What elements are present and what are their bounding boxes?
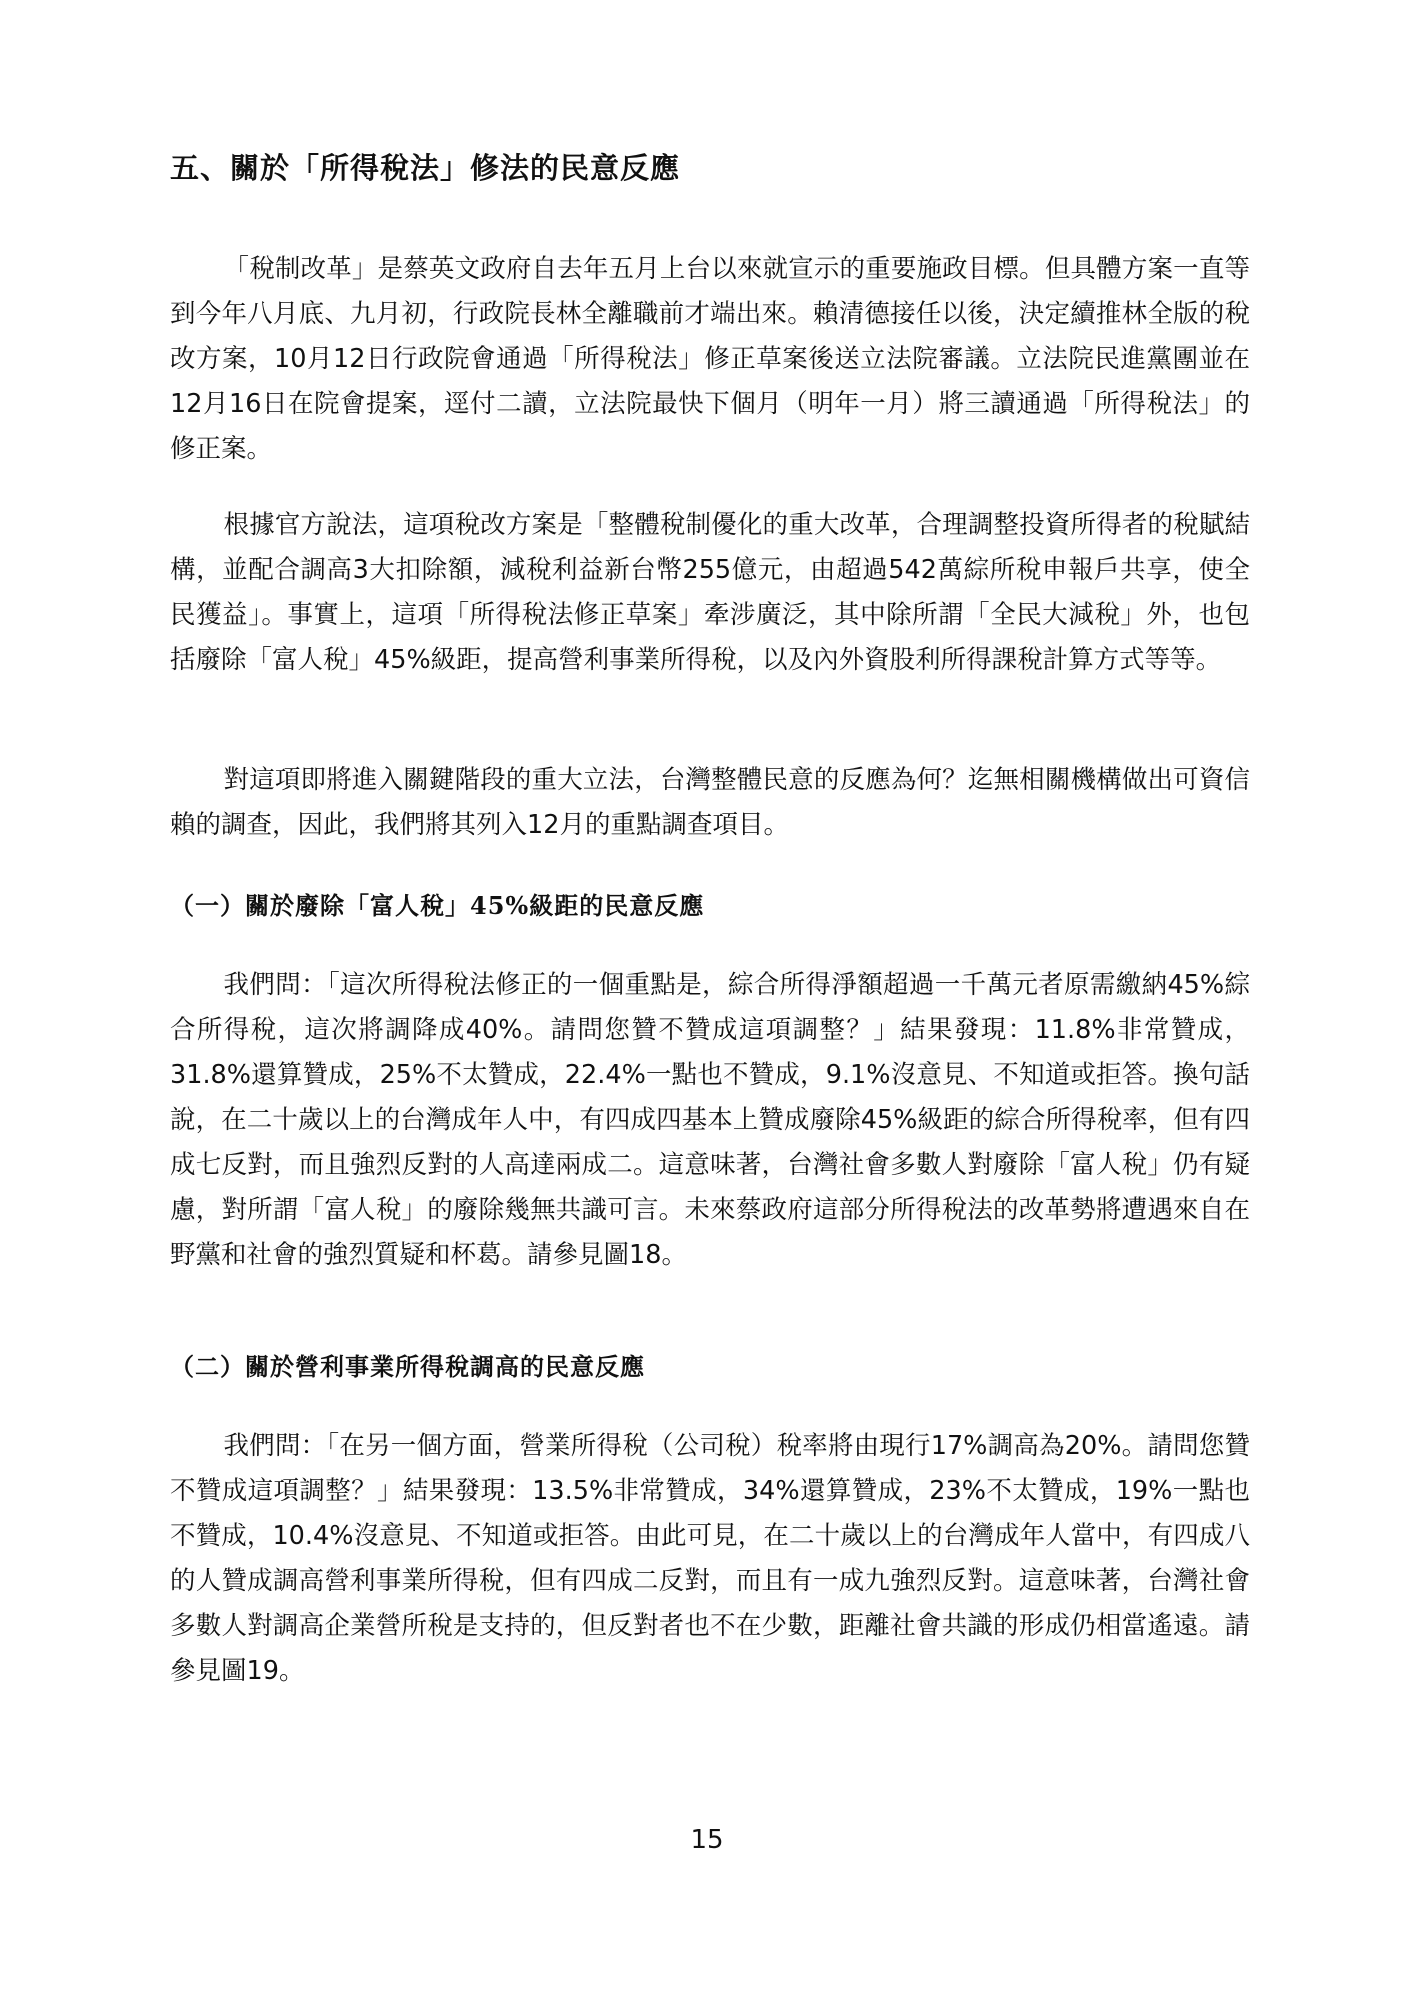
subsection-1-title: （一）關於廢除「富人稅」45%級距的民意反應 [170,891,705,920]
survey-question-paragraph: 對這項即將進入關鍵階段的重大立法，台灣整體民意的反應為何？迄無相關機構做出可資信賴的調查，因此，我們將其列入12月的重點調查項目。 [170,765,1250,840]
page-number: 15 [690,1825,724,1855]
subsection-2-body: 我們問：「在另一個方面，營業所得稅（公司稅）稅率將由現行17%調高為20%。請問您贊不贊成這項調整？」結果發現：13.5%非常贊成，34%還算贊成，23%不太贊成，19%一點也不贊成，10.4%沒意見、不知道或拒答。由此可見，在二十歲以上的台灣成年人當中，有四成八的人贊成調高營利事業所得稅，但有四成二反對，而且有一成九強烈反對。這意味著，台灣社會多數人對調高企業營所稅是支持的，但反對者也不在少數，距離社會共識的形成仍相當遙遠。請參見圖19。 [170,1431,1250,1686]
subsection-2-title: （二）關於營利事業所得稅調高的民意反應 [170,1352,645,1381]
official-statement-paragraph: 根據官方說法，這項稅改方案是「整體稅制優化的重大改革，合理調整投資所得者的稅賦結構，並配合調高3大扣除額，減稅利益新台幣255億元，由超過542萬綜所稅申報戶共享，使全民獲益」。事實上，這項「所得稅法修正草案」牽涉廣泛，其中除所謂「全民大減稅」外，也包括廢除「富人稅」45%級距，提高營利事業所得稅，以及內外資股利所得課稅計算方式等等。 [170,510,1250,675]
intro-paragraph: 「稅制改革」是蔡英文政府自去年五月上台以來就宣示的重要施政目標。但具體方案一直等到今年八月底、九月初，行政院長林全離職前才端出來。賴清德接任以後，決定續推林全版的稅改方案，10月12日行政院會通過「所得稅法」修正草案後送立法院審議。立法院民進黨團並在12月16日在院會提案，逕付二讀，立法院最快下個月（明年一月）將三讀通過「所得稅法」的修正案。 [170,254,1250,464]
subsection-1-body: 我們問：「這次所得稅法修正的一個重點是，綜合所得淨額超過一千萬元者原需繳納45%綜合所得稅，這次將調降成40%。請問您贊不贊成這項調整？」結果發現：11.8%非常贊成，31.8%還算贊成，25%不太贊成，22.4%一點也不贊成，9.1%沒意見、不知道或拒答。換句話說，在二十歲以上的台灣成年人中，有四成四基本上贊成廢除45%級距的綜合所得稅率，但有四成七反對，而且強烈反對的人高達兩成二。這意味著，台灣社會多數人對廢除「富人稅」仍有疑慮，對所謂「富人稅」的廢除幾無共識可言。未來蔡政府這部分所得稅法的改革勢將遭遇來自在野黨和社會的強烈質疑和杯葛。請參見圖18。 [170,970,1250,1270]
section-title: 五、關於「所得稅法」修法的民意反應 [170,151,681,185]
